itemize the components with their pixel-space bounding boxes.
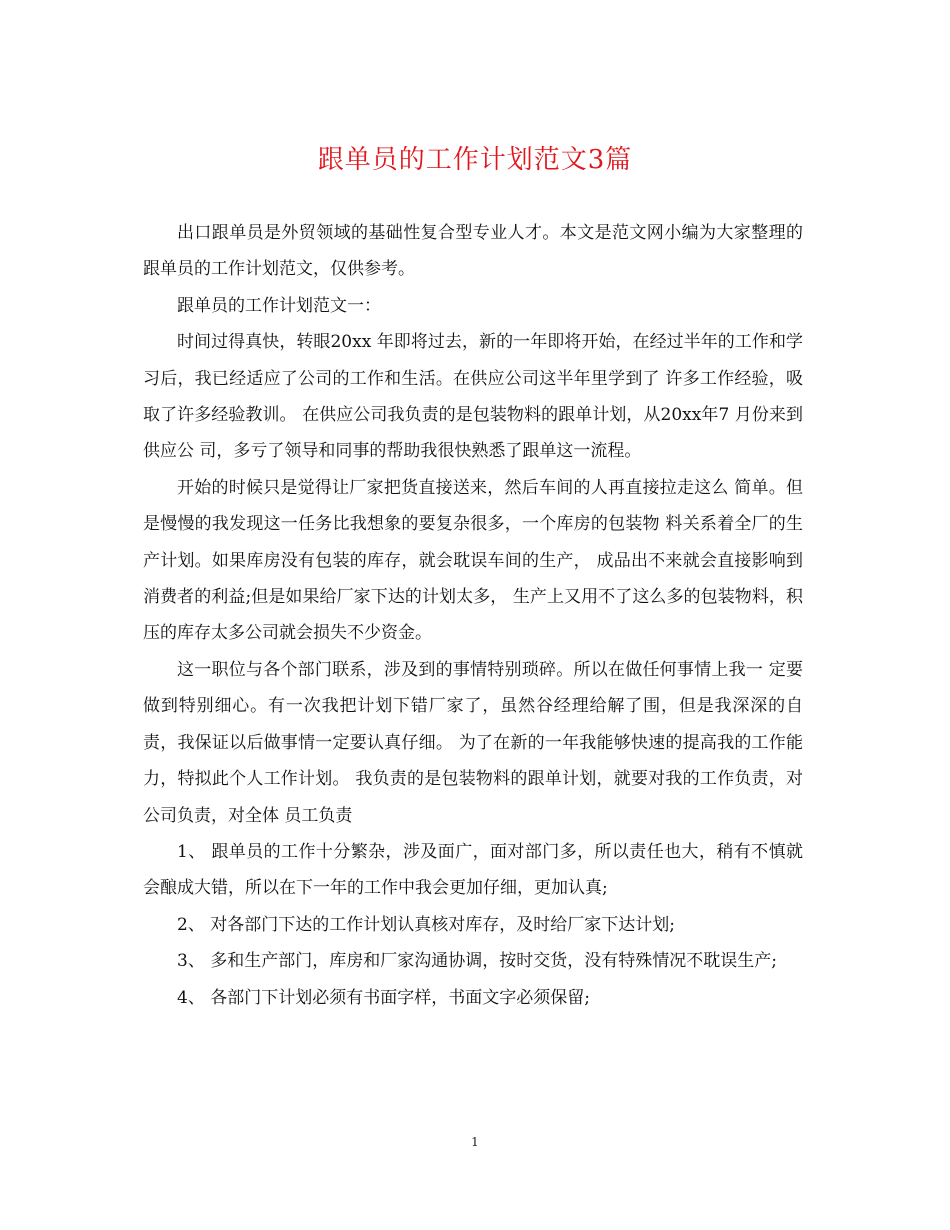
page-number: 1 [471,1135,479,1149]
paragraph-section-heading: 跟单员的工作计划范文一： [177,295,381,316]
document-body [143,215,803,1016]
list-item-2: 2、 对各部门下达的工作计划认真核对库存，及时给厂家下达计划; [177,914,675,935]
list-item-1: 1、 跟单员的工作十分繁杂，涉及面广，面对部门多，所以责任也大，稍有不慎就会酿成大错，所以在下一年的工作中我会更加仔细，更加认真; [143,841,803,899]
paragraph-intro: 出口跟单员是外贸领域的基础性复合型专业人才。本文是范文网小编为大家整理的跟单员的工作计划范文，仅供参考。 [143,223,803,280]
list-item-4: 4、 各部门下计划必须有书面字样，书面文字必须保留; [177,987,590,1008]
document-title: 跟单员的工作计划范文3篇 [317,145,633,175]
paragraph-time: 时间过得真快，转眼20xx 年即将过去，新的一年即将开始，在经过半年的工作和学习后，我已经适应了公司的工作和生活。在供应公司这半年里学到了 许多工作经验，吸取了许多经验教训。 在供应公司我负责的是包装物料的跟单计划，从20xx年7 月份来到供应公 司，多亏了领导和同事的帮助我很快熟悉了跟单这一流程。 [143,332,803,462]
list-item-3: 3、 多和生产部门，库房和厂家沟通协调，按时交货，没有特殊情况不耽误生产; [177,951,777,972]
paragraph-position: 这一职位与各个部门联系，涉及到的事情特别琐碎。所以在做任何事情上我一 定要做到特别细心。有一次我把计划下错厂家了，虽然谷经理给解了围，但是我深深的自责，我保证以后做事情一定要认真仔细。 为了在新的一年我能够快速的提高我的工作能力，特拟此个人工作计划。 我负责的是包装物料的跟单计划，就要对我的工作负责，对公司负责，对全体 员工负责 [143,659,803,826]
paragraph-start: 开始的时候只是觉得让厂家把货直接送来，然后车间的人再直接拉走这么 简单。但是慢慢的我发现这一任务比我想象的要复杂很多，一个库房的包装物 料关系着全厂的生产计划。如果库房没有包装的库存，就会耽误车间的生产， 成品出不来就会直接影响到消费者的利益;但是如果给厂家下达的计划太多， 生产上又用不了这么多的包装物料，积压的库存太多公司就会损失不少资金。 [143,477,803,644]
